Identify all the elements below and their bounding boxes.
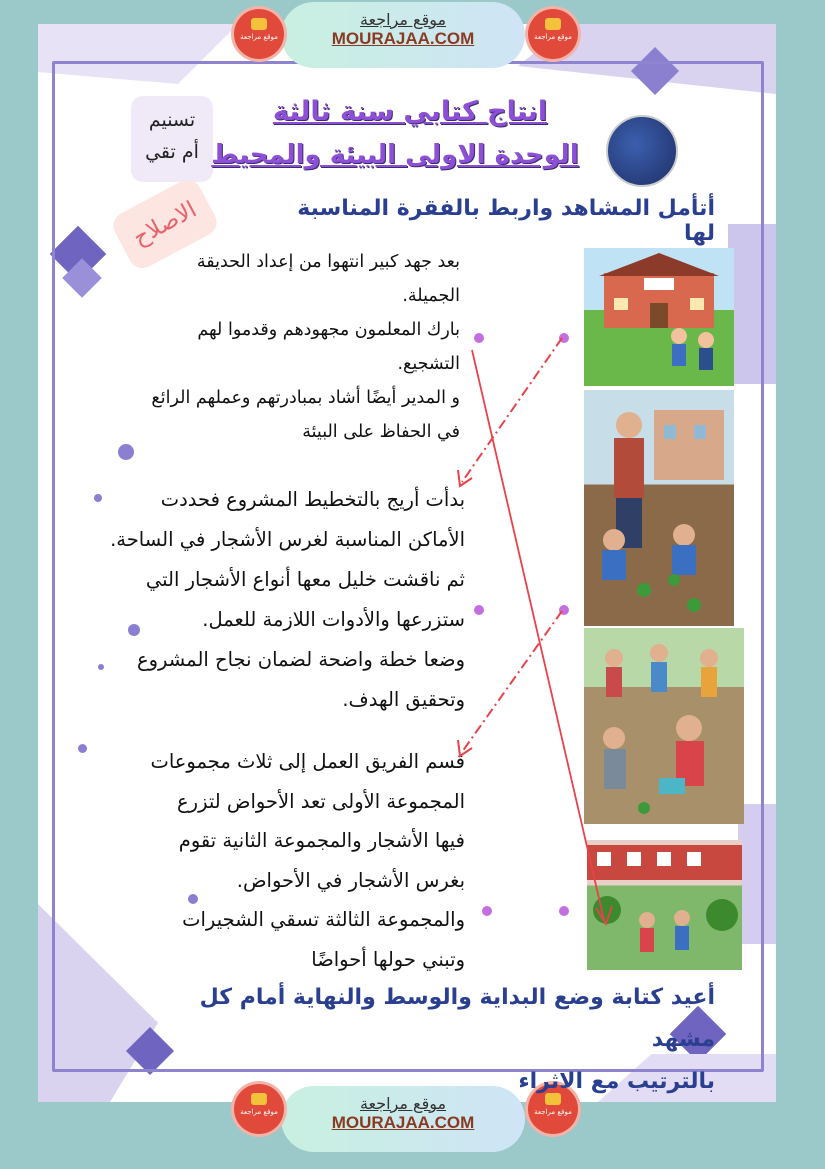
arrow-head-icon [596,906,612,924]
text-line: بارك المعلمون مجهودهم وقدموا لهم [197,320,460,340]
text-line: ثم ناقشت خليل معها أنواع الأشجار التي [145,568,465,591]
arrow-line [472,350,604,920]
site-badge-left-bottom: موقع مراجعة [234,1084,284,1134]
site-badge-right-top: موقع مراجعة [528,9,578,59]
instruction-heading: أتأمل المشاهد واربط بالفقرة المناسبة لها [297,196,715,246]
text-line: ستزرعها والأدوات اللازمة للعمل. [202,608,465,631]
site-name: MOURAJAA.COM [331,29,475,48]
site-label: موقع مراجعة [359,1094,447,1113]
text-line: الأماكن المناسبة لغرس الأشجار في الساحة. [110,528,465,551]
text-line: وضعا خطة واضحة لضمان نجاح المشروع [136,648,465,671]
site-badge-right-bottom: موقع مراجعة [528,1084,578,1134]
site-name: MOURAJAA.COM [331,1113,475,1132]
text-line: بغرس الأشجار في الأحواض. [236,868,465,892]
closing-line-1: أعيد كتابة وضع البداية والوسط والنهاية أمام كل مشهد [199,985,715,1052]
text-line: في الحفاظ على البيئة [302,422,460,442]
text-line: الجميلة. [402,286,460,306]
site-badge-left-top: موقع مراجعة [234,9,284,59]
author-subtitle: أم تقي [145,141,199,163]
closing-line-2: بالترتيب مع الاثراء [518,1069,715,1094]
author-name: تسنيم [148,109,196,131]
site-label: موقع مراجعة [359,10,447,29]
text-line: بعد جهد كبير انتهوا من إعداد الحديقة [196,252,460,272]
text-line: التشجيع. [397,354,460,374]
correction-stamp: الاصلاح [109,175,222,273]
text-line: والمجموعة الثالثة تسقي الشجيرات [182,908,465,931]
text-line: و المدير أيضًا أشاد بمبادرتهم وعملهم الرائع [151,388,460,408]
arrow-line [462,611,562,752]
text-line: وتحقيق الهدف. [342,688,465,711]
page-subtitle: الوحدة الاولى البيئة والمحيط [211,140,579,170]
text-line: المجموعة الأولى تعد الأحواض لتزرع [177,789,465,813]
closing-instruction [150,977,715,1103]
arrow-line [462,338,562,482]
text-line: بدأت أريج بالتخطيط المشروع فحددت [160,488,465,511]
arrow-head-icon [458,470,472,486]
text-line: وتبني حولها أحواضًا [311,947,465,971]
text-line: قسم الفريق العمل إلى ثلاث مجموعات [150,750,465,773]
text-line: فيها الأشجار والمجموعة الثانية تقوم [178,829,465,852]
page-title: انتاج كتابي سنة ثالثة [272,96,548,127]
